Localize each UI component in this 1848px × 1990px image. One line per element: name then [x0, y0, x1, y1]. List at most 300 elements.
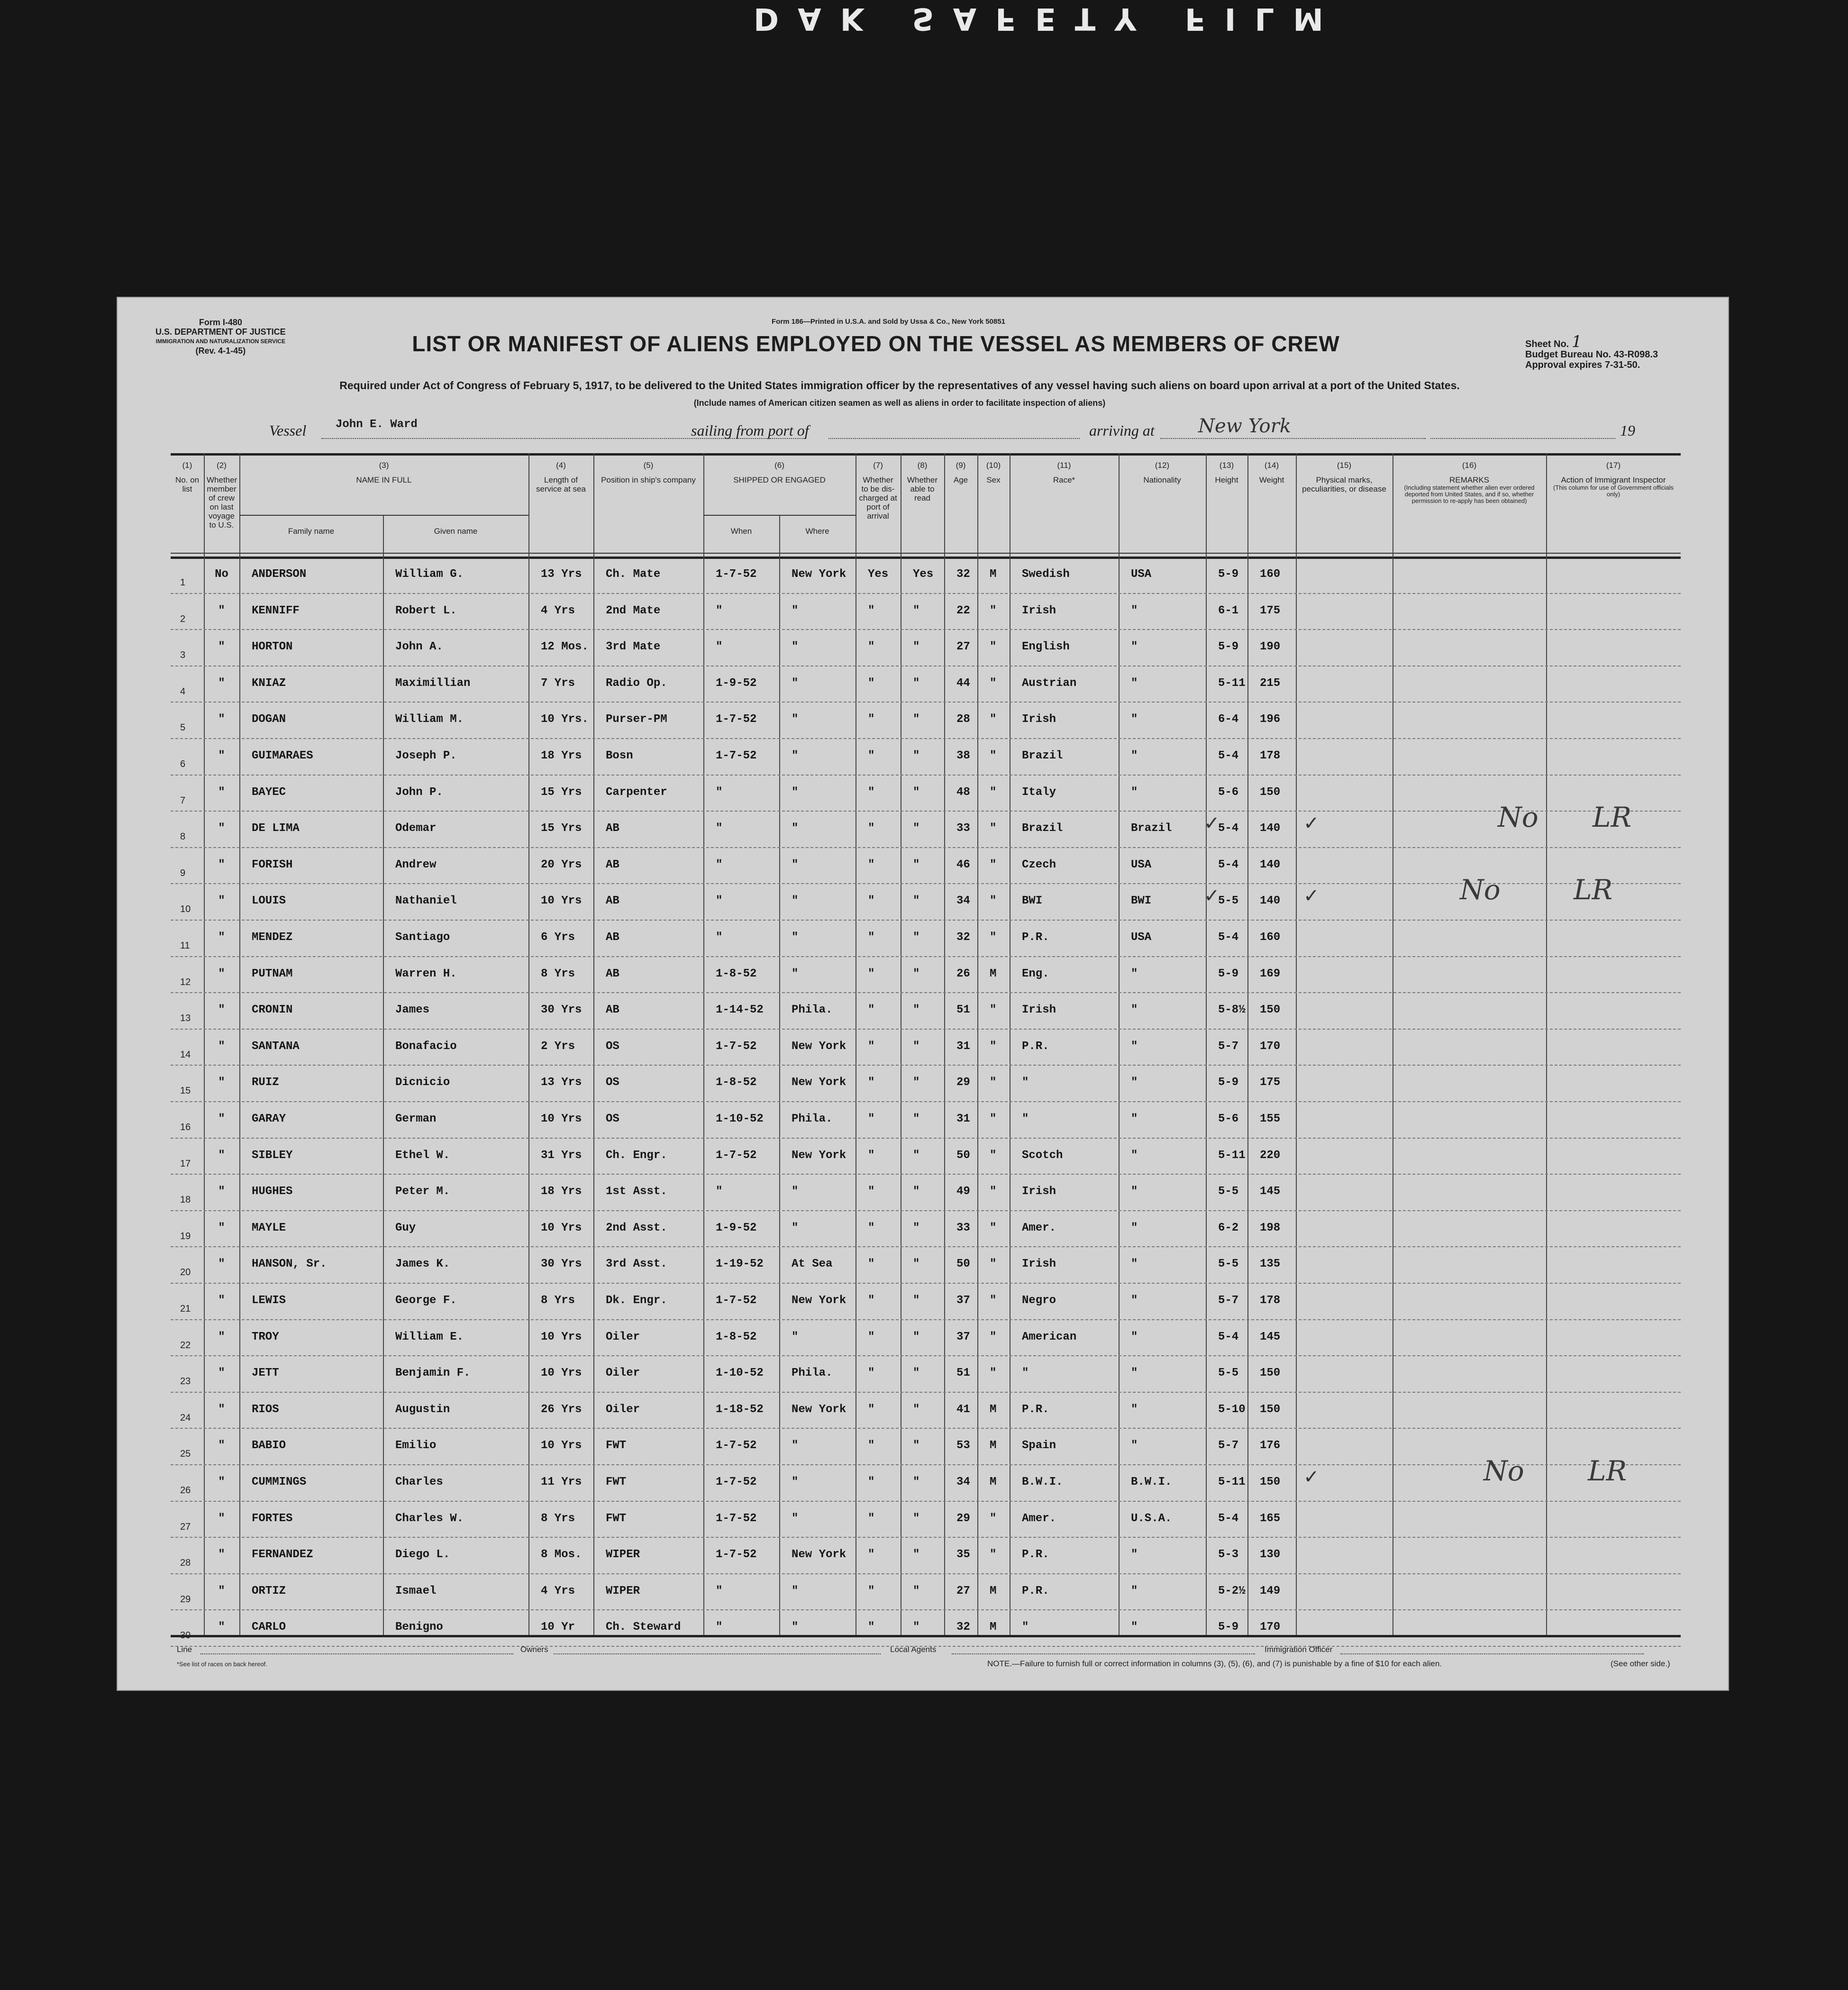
cell-given: Peter M.	[395, 1185, 450, 1198]
cell-age: 38	[956, 749, 970, 762]
column-label: Position in ship's company	[601, 475, 696, 484]
cell-disch: "	[868, 822, 875, 835]
cell-crew: "	[218, 640, 225, 654]
cell-race: English	[1022, 640, 1070, 654]
cell-sex: "	[990, 1294, 997, 1307]
column-header	[703, 461, 856, 484]
cell-nat: U.S.A.	[1131, 1512, 1172, 1525]
column-header	[856, 461, 901, 520]
column-label: SHIPPED OR ENGAGED	[733, 475, 826, 484]
cell-family: FORTES	[252, 1512, 293, 1525]
column-header	[944, 461, 977, 484]
table-row-divider	[171, 847, 1681, 848]
cell-where: "	[792, 1476, 799, 1488]
cell-given: Santiago	[395, 931, 450, 944]
cell-crew: "	[218, 713, 225, 726]
cell-disch: "	[868, 1512, 875, 1525]
cell-race: Irish	[1022, 1185, 1056, 1198]
cell-when: 1-9-52	[716, 1221, 757, 1234]
cell-height: 5-11	[1218, 676, 1246, 690]
cell-crew: "	[218, 931, 225, 944]
table-row-divider	[171, 1392, 1681, 1393]
cell-sex: "	[990, 1149, 997, 1162]
column-number: (5)	[643, 461, 654, 470]
line-number: 22	[180, 1340, 191, 1351]
cell-read: "	[913, 676, 920, 690]
cell-crew: "	[218, 1439, 225, 1452]
cell-where: "	[792, 895, 799, 908]
cell-height: 5-7	[1218, 1294, 1239, 1307]
column-note: (Including statement whether alien ever ordered deported from United States, and if so, whether permission to re-apply has been obtained)	[1404, 484, 1535, 504]
cell-sex: "	[990, 785, 997, 799]
check-mark-icon: ✓	[1204, 885, 1220, 907]
cell-service: 7 Yrs	[541, 676, 575, 690]
cell-disch: "	[868, 895, 875, 908]
crew-manifest-table	[171, 453, 1681, 1641]
cell-family: SIBLEY	[252, 1149, 293, 1162]
cell-where: Phila.	[792, 1004, 833, 1017]
column-header	[1010, 461, 1119, 484]
line-number: 2	[180, 613, 186, 624]
handwritten-annotation: LR	[1574, 874, 1613, 906]
film-edge-marking	[0, 0, 1848, 43]
line-number: 30	[180, 1630, 191, 1641]
cell-given: Odemar	[395, 822, 437, 835]
cell-given: Benjamin F.	[395, 1367, 471, 1380]
cell-given: Dicnicio	[395, 1076, 450, 1089]
column-label: Age	[953, 475, 968, 484]
line-number: 4	[180, 686, 186, 697]
cell-given: Robert L.	[395, 604, 457, 617]
cell-position: OS	[606, 1040, 619, 1053]
cell-sex: "	[990, 749, 997, 762]
cell-height: 5-5	[1218, 1185, 1239, 1198]
cell-service: 10 Yrs	[541, 1113, 582, 1125]
cell-weight: 178	[1260, 1294, 1281, 1307]
include-statement: (Include names of American citizen seamen as well as aliens in order to facilitate inspection of aliens)	[693, 398, 1106, 408]
line-number: 12	[180, 977, 191, 987]
cell-family: RUIZ	[252, 1076, 279, 1089]
column-number: (17)	[1606, 461, 1621, 470]
column-number: (11)	[1057, 461, 1071, 470]
cell-height: 5-4	[1218, 1330, 1239, 1343]
cell-sex: "	[990, 1004, 997, 1017]
cell-sex: "	[990, 1076, 997, 1089]
handwritten-annotation: No	[1498, 801, 1538, 834]
cell-nat: "	[1131, 1584, 1138, 1597]
cell-read: "	[913, 785, 920, 799]
cell-race: Spain	[1022, 1439, 1056, 1452]
cell-height: 5-6	[1218, 785, 1239, 799]
cell-where: "	[792, 676, 799, 690]
cell-height: 5-4	[1218, 931, 1239, 944]
cell-service: 10 Yrs.	[541, 713, 589, 726]
cell-where: "	[792, 1621, 799, 1634]
column-header	[239, 461, 528, 484]
cell-where: New York	[792, 1076, 847, 1089]
table-row-divider	[171, 1174, 1681, 1175]
cell-race: BWI	[1022, 895, 1043, 908]
cell-family: MENDEZ	[252, 931, 293, 944]
sailing-label: sailing from port of	[691, 422, 809, 439]
line-number: 10	[180, 904, 191, 915]
cell-position: Ch. Engr.	[606, 1149, 667, 1162]
cell-race: Austrian	[1022, 676, 1077, 690]
cell-age: 29	[956, 1512, 970, 1525]
cell-disch: "	[868, 1258, 875, 1271]
check-mark-icon: ✓	[1204, 812, 1220, 835]
cell-weight: 196	[1260, 713, 1281, 726]
form-service: IMMIGRATION AND NATURALIZATION SERVICE	[155, 338, 285, 345]
cell-race: "	[1022, 1113, 1029, 1125]
vessel-name: John E. Ward	[336, 418, 418, 431]
form-department: U.S. DEPARTMENT OF JUSTICE	[155, 327, 286, 337]
column-header	[1296, 461, 1393, 493]
cell-position: FWT	[606, 1439, 627, 1452]
footer-officer-label: Immigration Officer	[1265, 1645, 1333, 1654]
cell-disch: "	[868, 1584, 875, 1597]
cell-when: 1-10-52	[716, 1113, 764, 1125]
cell-when: 1-7-52	[716, 1040, 757, 1053]
cell-position: Dk. Engr.	[606, 1294, 667, 1307]
column-subheader: When	[730, 527, 752, 536]
cell-weight: 145	[1260, 1330, 1281, 1343]
cell-where: "	[792, 713, 799, 726]
cell-crew: "	[218, 1476, 225, 1488]
table-row-divider	[171, 1537, 1681, 1538]
required-statement: Required under Act of Congress of February 5, 1917, to be delivered to the United States immigration officer by the representatives of any vessel having such aliens on board upon arrival at a port of the United States.	[339, 379, 1460, 392]
column-number: (1)	[182, 461, 192, 470]
line-number: 23	[180, 1376, 191, 1387]
table-row-divider	[171, 702, 1681, 703]
line-number: 8	[180, 831, 186, 842]
cell-when: 1-8-52	[716, 1076, 757, 1089]
cell-weight: 140	[1260, 895, 1281, 908]
cell-when: "	[716, 1185, 723, 1198]
cell-given: James	[395, 1004, 430, 1017]
cell-family: CRONIN	[252, 1004, 293, 1017]
cell-crew: "	[218, 1185, 225, 1198]
races-note: *See list of races on back hereof.	[177, 1661, 267, 1668]
cell-when: 1-7-52	[716, 1439, 757, 1452]
handwritten-annotation: No	[1460, 874, 1501, 906]
table-row-divider	[171, 1246, 1681, 1247]
cell-age: 46	[956, 858, 970, 871]
column-number: (10)	[986, 461, 1001, 470]
cell-race: Amer.	[1022, 1512, 1056, 1525]
cell-family: LOUIS	[252, 895, 286, 908]
cell-weight: 165	[1260, 1512, 1281, 1525]
cell-disch: "	[868, 1476, 875, 1488]
line-number: 16	[180, 1122, 191, 1132]
cell-position: Purser-PM	[606, 713, 667, 726]
cell-service: 10 Yrs	[541, 1439, 582, 1452]
cell-when: 1-7-52	[716, 568, 757, 581]
cell-disch: "	[868, 1004, 875, 1017]
cell-given: Charles W.	[395, 1512, 464, 1525]
table-row-divider	[171, 1065, 1681, 1066]
cell-disch: "	[868, 1367, 875, 1380]
cell-service: 4 Yrs	[541, 1584, 575, 1597]
cell-family: KENNIFF	[252, 604, 300, 617]
cell-nat: "	[1131, 1004, 1138, 1017]
cell-family: DOGAN	[252, 713, 286, 726]
cell-when: 1-18-52	[716, 1403, 764, 1416]
cell-given: George F.	[395, 1294, 457, 1307]
column-subheader: Where	[805, 527, 829, 536]
cell-nat: "	[1131, 1149, 1138, 1162]
cell-position: Ch. Mate	[606, 568, 661, 581]
cell-where: At Sea	[792, 1258, 833, 1271]
cell-disch: "	[868, 604, 875, 617]
cell-height: 5-5	[1218, 895, 1239, 908]
cell-read: "	[913, 749, 920, 762]
cell-read: "	[913, 1330, 920, 1343]
cell-nat: "	[1131, 713, 1138, 726]
approval-expiry: Approval expires 7-31-50.	[1525, 360, 1640, 370]
cell-age: 26	[956, 967, 970, 980]
cell-age: 32	[956, 931, 970, 944]
check-mark-icon: ✓	[1303, 885, 1320, 907]
cell-race: Irish	[1022, 604, 1056, 617]
column-header	[1247, 461, 1296, 484]
cell-weight: 150	[1260, 1004, 1281, 1017]
cell-when: "	[716, 1621, 723, 1634]
cell-read: "	[913, 713, 920, 726]
cell-crew: "	[218, 1040, 225, 1053]
cell-disch: "	[868, 1330, 875, 1343]
line-number: 29	[180, 1594, 191, 1605]
table-row-divider	[171, 811, 1681, 812]
cell-service: 10 Yrs	[541, 1367, 582, 1380]
form-number: Form I-480	[199, 318, 242, 327]
column-number: (6)	[774, 461, 784, 470]
cell-read: "	[913, 1040, 920, 1053]
cell-race: Negro	[1022, 1294, 1056, 1307]
cell-family: BAYEC	[252, 785, 286, 799]
cell-height: 5-9	[1218, 967, 1239, 980]
line-number: 15	[180, 1086, 191, 1096]
table-row-divider	[171, 1210, 1681, 1211]
cell-disch: "	[868, 1040, 875, 1053]
cell-crew: "	[218, 1367, 225, 1380]
column-label: Whether able to read	[907, 475, 938, 502]
cell-service: 8 Yrs	[541, 1512, 575, 1525]
cell-crew: "	[218, 1258, 225, 1271]
cell-weight: 140	[1260, 858, 1281, 871]
column-header	[593, 461, 703, 484]
cell-position: AB	[606, 858, 619, 871]
arriving-port: New York	[1198, 415, 1291, 437]
cell-nat: "	[1131, 785, 1138, 799]
cell-disch: "	[868, 1221, 875, 1234]
cell-sex: M	[990, 1584, 997, 1597]
handwritten-annotation: LR	[1588, 1455, 1627, 1487]
column-label: Whether member of crew on last voyage to U.S.	[207, 475, 237, 529]
cell-sex: "	[990, 1548, 997, 1561]
cell-service: 31 Yrs	[541, 1149, 582, 1162]
column-header	[1546, 461, 1681, 498]
cell-where: "	[792, 640, 799, 654]
cell-weight: 150	[1260, 1367, 1281, 1380]
cell-disch: "	[868, 640, 875, 654]
cell-when: "	[716, 858, 723, 871]
cell-crew: "	[218, 676, 225, 690]
line-number: 13	[180, 1013, 191, 1024]
cell-height: 5-3	[1218, 1548, 1239, 1561]
cell-race: B.W.I.	[1022, 1476, 1063, 1488]
cell-race: "	[1022, 1076, 1029, 1089]
table-row-divider	[171, 1464, 1681, 1465]
cell-crew: "	[218, 749, 225, 762]
cell-nat: "	[1131, 749, 1138, 762]
cell-where: "	[792, 858, 799, 871]
cell-service: 10 Yrs	[541, 895, 582, 908]
form-identification	[155, 318, 286, 356]
cell-disch: "	[868, 1403, 875, 1416]
cell-position: AB	[606, 931, 619, 944]
cell-when: 1-10-52	[716, 1367, 764, 1380]
cell-height: 5-11	[1218, 1149, 1246, 1162]
line-number: 24	[180, 1412, 191, 1423]
cell-age: 53	[956, 1439, 970, 1452]
cell-height: 5-5	[1218, 1258, 1239, 1271]
handwritten-annotation: No	[1484, 1455, 1524, 1487]
manifest-sheet	[118, 298, 1728, 1690]
cell-position: Bosn	[606, 749, 633, 762]
cell-read: "	[913, 1258, 920, 1271]
cell-sex: M	[990, 568, 997, 581]
cell-read: "	[913, 640, 920, 654]
column-number: (14)	[1264, 461, 1279, 470]
table-row-divider	[171, 629, 1681, 630]
cell-disch: "	[868, 749, 875, 762]
cell-weight: 190	[1260, 640, 1281, 654]
cell-race: Italy	[1022, 785, 1056, 799]
cell-where: New York	[792, 1403, 847, 1416]
cell-race: P.R.	[1022, 1040, 1049, 1053]
cell-race: Brazil	[1022, 822, 1063, 835]
column-header	[1119, 461, 1206, 484]
table-row-divider	[171, 1428, 1681, 1429]
cell-age: 37	[956, 1330, 970, 1343]
cell-where: "	[792, 1221, 799, 1234]
cell-where: Phila.	[792, 1113, 833, 1125]
column-number: (15)	[1337, 461, 1352, 470]
cell-read: "	[913, 858, 920, 871]
arriving-label: arriving at	[1089, 422, 1155, 439]
cell-where: "	[792, 1439, 799, 1452]
cell-read: "	[913, 967, 920, 980]
column-header	[204, 461, 239, 529]
table-row-divider	[171, 775, 1681, 776]
cell-weight: 150	[1260, 1476, 1281, 1488]
cell-disch: "	[868, 1185, 875, 1198]
cell-age: 31	[956, 1113, 970, 1125]
cell-when: 1-7-52	[716, 713, 757, 726]
cell-where: "	[792, 1185, 799, 1198]
column-label: Height	[1215, 475, 1238, 484]
cell-height: 6-4	[1218, 713, 1239, 726]
cell-nat: "	[1131, 1258, 1138, 1271]
cell-read: "	[913, 1076, 920, 1089]
cell-nat: "	[1131, 1294, 1138, 1307]
cell-age: 37	[956, 1294, 970, 1307]
cell-height: 6-2	[1218, 1221, 1239, 1234]
cell-given: Ethel W.	[395, 1149, 450, 1162]
cell-crew: "	[218, 822, 225, 835]
cell-nat: "	[1131, 1403, 1138, 1416]
cell-given: German	[395, 1113, 437, 1125]
cell-family: GARAY	[252, 1113, 286, 1125]
cell-age: 27	[956, 1584, 970, 1597]
cell-sex: "	[990, 895, 997, 908]
table-row-divider	[171, 593, 1681, 594]
cell-disch: "	[868, 785, 875, 799]
cell-crew: "	[218, 1330, 225, 1343]
cell-nat: "	[1131, 1221, 1138, 1234]
column-header	[171, 461, 204, 493]
cell-family: PUTNAM	[252, 967, 293, 980]
cell-height: 5-5	[1218, 1367, 1239, 1380]
cell-disch: "	[868, 1621, 875, 1634]
cell-height: 5-9	[1218, 1621, 1239, 1634]
cell-sex: "	[990, 822, 997, 835]
line-number: 19	[180, 1231, 191, 1241]
cell-family: HORTON	[252, 640, 293, 654]
cell-position: OS	[606, 1113, 619, 1125]
cell-service: 18 Yrs	[541, 1185, 582, 1198]
line-number: 28	[180, 1558, 191, 1569]
cell-height: 5-9	[1218, 1076, 1239, 1089]
cell-age: 50	[956, 1258, 970, 1271]
cell-weight: 150	[1260, 785, 1281, 799]
cell-sex: "	[990, 1040, 997, 1053]
cell-sex: "	[990, 713, 997, 726]
column-label: Weight	[1259, 475, 1284, 484]
cell-where: "	[792, 749, 799, 762]
cell-sex: "	[990, 1512, 997, 1525]
line-number: 26	[180, 1485, 191, 1496]
cell-nat: Brazil	[1131, 822, 1172, 835]
column-number: (8)	[917, 461, 928, 470]
cell-position: Ch. Steward	[606, 1621, 681, 1634]
table-row-divider	[171, 1319, 1681, 1320]
table-row-divider	[171, 1283, 1681, 1284]
cell-service: 15 Yrs	[541, 785, 582, 799]
cell-where: New York	[792, 1040, 847, 1053]
cell-weight: 140	[1260, 822, 1281, 835]
table-row-divider	[171, 992, 1681, 993]
cell-when: 1-7-52	[716, 1512, 757, 1525]
cell-sex: M	[990, 1476, 997, 1488]
cell-when: 1-8-52	[716, 1330, 757, 1343]
cell-service: 10 Yr	[541, 1621, 575, 1634]
table-row-divider	[171, 956, 1681, 957]
cell-where: "	[792, 822, 799, 835]
cell-disch: "	[868, 713, 875, 726]
cell-position: Oiler	[606, 1330, 640, 1343]
cell-crew: "	[218, 1221, 225, 1234]
cell-read: "	[913, 1584, 920, 1597]
cell-position: AB	[606, 822, 619, 835]
column-label: Whether to be dis-charged at port of arrival	[859, 475, 897, 520]
cell-nat: USA	[1131, 858, 1152, 871]
column-label: Nationality	[1143, 475, 1181, 484]
cell-given: Charles	[395, 1476, 443, 1488]
cell-read: "	[913, 1439, 920, 1452]
cell-age: 50	[956, 1149, 970, 1162]
